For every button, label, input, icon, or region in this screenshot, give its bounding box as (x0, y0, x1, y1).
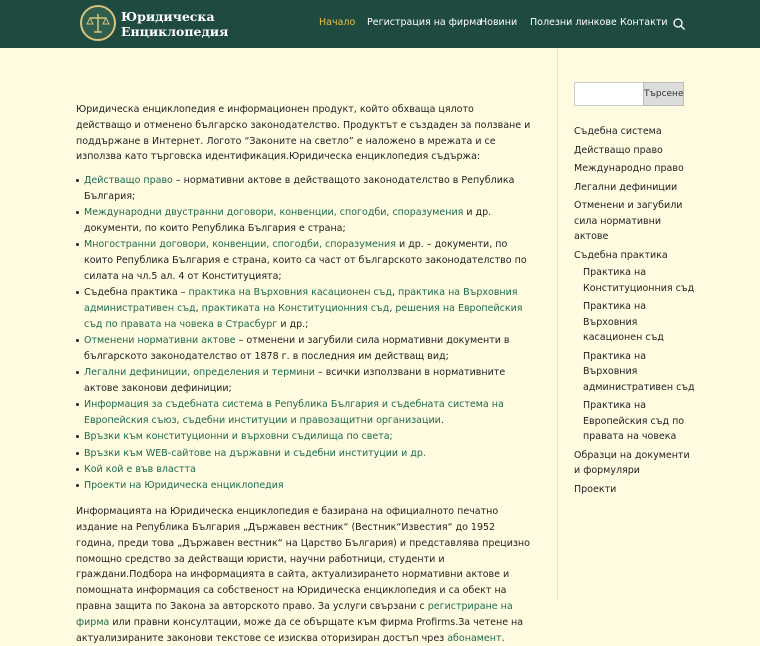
sidebar-item-legal-definitions[interactable]: Легални дефиниции (574, 181, 678, 193)
link-echr[interactable]: решения на Европейския съд по правата на човека в Страсбург (84, 303, 523, 330)
link-company-registration[interactable]: регистриране на фирма (76, 600, 513, 628)
link-subscription[interactable]: абонамент (447, 632, 502, 644)
nav-company-registration[interactable]: Регистрация на фирма (367, 17, 483, 28)
column-divider (557, 48, 558, 600)
sidebar-item-document-templates[interactable]: Образци на документи и формуляри (574, 449, 690, 476)
list-item: Легални дефиниции, определения и термини – всички използвани в нормативните актове законови дефиниции; (76, 365, 532, 397)
link-constitutional-court[interactable]: практиката на Конституционния съд (201, 303, 390, 315)
logo-line-1: Юридическа (121, 9, 215, 24)
sidebar-item-projects[interactable]: Проекти (574, 483, 617, 495)
link-repealed-acts[interactable]: Отменени нормативни актове (84, 335, 236, 347)
sidebar-subitem-echr[interactable]: Практика на Европейския съд по правата на човека (583, 400, 685, 442)
logo-scales-icon[interactable] (80, 5, 116, 41)
sidebar-menu (574, 124, 696, 497)
list-item: Отменени нормативни актове – отменени и загубили сила нормативни документи в българското законодателство от 1878 г. в последния им действащ вид; (76, 333, 532, 365)
link-supreme-courts-world[interactable]: Връзки към конституционни и върховни съдилища по света; (84, 431, 393, 443)
list-item (76, 446, 532, 462)
nav-contacts[interactable]: Контакти (620, 17, 668, 28)
link-legal-definitions[interactable]: Легални дефиниции, определения и термини (84, 367, 315, 379)
site-header (0, 0, 760, 48)
link-projects[interactable]: Проекти на Юридическа енциклопедия (84, 480, 284, 492)
nav-news[interactable]: Новини (480, 17, 518, 28)
logo-line-2: Енциклопедия (121, 24, 229, 39)
sidebar-item-judicial-system[interactable]: Съдебна система (574, 126, 662, 137)
list-item (76, 462, 532, 478)
search-input[interactable] (574, 82, 644, 106)
link-institution-websites[interactable]: Връзки към WEB-сайтове на държавни и съдебни институции и др. (84, 447, 426, 459)
list-item: Международни двустранни договори, конвенции, спогодби, споразумения и др. документи, по които Република България е страна; (76, 205, 532, 237)
sidebar-submenu (583, 265, 696, 445)
link-current-law[interactable]: Действащо право (84, 175, 173, 187)
list-item: Информация за съдебната система в Република България и съдебната система на Европейския съюз, съдебни институции и правозащитни организации. (76, 397, 532, 429)
sidebar-subitem-cassation[interactable]: Практика на Върховния касационен съд (583, 301, 664, 343)
sidebar-subitem-administrative[interactable]: Практика на Върховния административен съд (583, 350, 695, 393)
nav-home[interactable]: Начало (319, 17, 356, 28)
main-content (76, 102, 532, 646)
list-item: Многостранни договори, конвенции, спогодби, споразумения и др. – документи, по които Република България е страна, които са част от българското законодателство по силата на чл.5 ал. 4 от Конституцията; (76, 237, 532, 284)
sidebar-subitem-constitutional[interactable]: Практика на Конституционния съд (583, 267, 695, 294)
link-supreme-cassation-court[interactable]: практика на Върховния касационен съд (188, 287, 392, 299)
sidebar-item-case-law[interactable]: Съдебна практика (574, 249, 668, 261)
list-item: Съдебна практика – практика на Върховния касационен съд, практика на Върховния административен съд, практиката на Конституционния съд, решения на Европейския съд по правата на човека в Страсбург и др.; (76, 285, 532, 332)
logo-text[interactable] (121, 9, 228, 39)
link-supreme-administrative-court[interactable]: практика на Върховния административен съд (84, 287, 518, 315)
link-who-is-who[interactable]: Кой кой е във властта (84, 464, 196, 476)
nav-useful-links[interactable]: Полезни линкове (530, 17, 617, 28)
link-judicial-system-info[interactable]: Информация за съдебната система в Република България и съдебната система на Европейския съюз, съдебни институции и правозащитни организации (84, 399, 504, 427)
list-item (76, 429, 532, 445)
sidebar-item-international-law[interactable]: Международно право (574, 163, 684, 174)
info-paragraph: Информацията на Юридическа енциклопедия е базирана на официалното печатно издание на Република България „Държавен вестник“ (Вестник“Известия“ до 1952 година, преди това „Държавен вестник“ на Царство България) и представлява прецизно помощно средство за действащи юристи, научни работници, студенти и граждани.Подбора на информацията в сайта, актуализирането нормативни актове и помощната информация са собственост на Юридическа енциклопедия и са обект на правна защита по Закона за авторското право. За услуги свързани с регистриране на фирма или правни консултации, може да се обърщате към фирма Profirms.За четене на актуализираните законови текстове се изисква оторизиран достъп чрез абонамент. (76, 506, 530, 644)
list-item (76, 478, 532, 494)
search-icon[interactable] (672, 17, 686, 31)
contents-list (76, 173, 532, 494)
sidebar-item-repealed-acts[interactable]: Отменени и загубили сила нормативни актове (574, 200, 683, 242)
link-bilateral-treaties[interactable]: Международни двустранни договори, конвенции, спогодби, споразумения (84, 207, 464, 219)
sidebar-item-current-law[interactable]: Действащо право (574, 144, 663, 156)
sidebar-search (574, 82, 684, 106)
link-multilateral-treaties[interactable]: Многостранни договори, конвенции, спогодби, споразумения (84, 239, 396, 251)
list-item: Действащо право – нормативни актове в действащото законодателство в Република България; (76, 173, 532, 205)
sidebar (574, 82, 696, 500)
search-button[interactable]: Търсене (643, 82, 684, 106)
intro-paragraph: Юридическа енциклопедия е информационен продукт, който обхваща цялото действащо и отменено българско законодателство. Продуктът е създаден за ползване и поддържане в Интернет. Логото “Законите на светло” е наложено в мрежата и се използва като търговска идентификация.Юридическа енциклопедия съдържа: (76, 104, 531, 163)
